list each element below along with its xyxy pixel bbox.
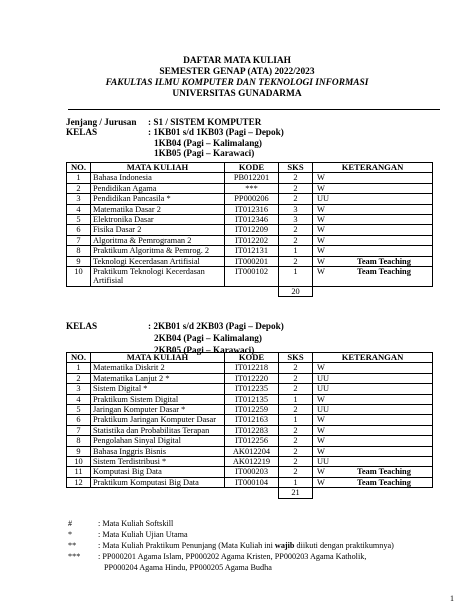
cell-kode: IT012316 bbox=[225, 204, 279, 214]
cell-kode: IT012256 bbox=[225, 436, 279, 446]
keterangan-code: W bbox=[317, 436, 325, 446]
cell-mata-kuliah: Pengolahan Sinyal Digital bbox=[91, 436, 225, 446]
cell-sks: 1 bbox=[279, 246, 313, 256]
cell-kode: PB012201 bbox=[225, 173, 279, 183]
keterangan-code: W bbox=[317, 225, 325, 235]
cell-sks: 2 bbox=[279, 194, 313, 204]
cell-kode: IT000201 bbox=[225, 256, 279, 266]
keterangan-code: UU bbox=[317, 405, 330, 415]
table-row bbox=[67, 384, 433, 394]
keterangan-code: W bbox=[317, 467, 325, 477]
keterangan-code: W bbox=[317, 363, 325, 373]
keterangan-code: W bbox=[317, 256, 325, 266]
blank-cell bbox=[313, 488, 433, 498]
total-sks: 21 bbox=[279, 488, 313, 498]
keterangan-code: W bbox=[317, 415, 325, 425]
cell-no: 2 bbox=[67, 183, 91, 193]
cell-keterangan bbox=[313, 194, 433, 204]
cell-mata-kuliah: Sistem Terdistribusi * bbox=[91, 457, 225, 467]
jenjang-value: : S1 / SISTEM KOMPUTER bbox=[148, 117, 262, 127]
doc-title: DAFTAR MATA KULIAH bbox=[183, 56, 291, 66]
blank-cell bbox=[313, 286, 433, 296]
kelas-line-1-1: : 1KB01 s/d 1KB03 (Pagi – Depok) bbox=[148, 127, 284, 138]
table-row bbox=[67, 457, 433, 467]
cell-sks: 2 bbox=[279, 446, 313, 456]
cell-keterangan bbox=[313, 415, 433, 425]
cell-keterangan bbox=[313, 246, 433, 256]
cell-no: 5 bbox=[67, 405, 91, 415]
blank-cell bbox=[91, 488, 225, 498]
keterangan-code: W bbox=[317, 394, 325, 404]
blank-cell bbox=[67, 488, 91, 498]
keterangan-code: UU bbox=[317, 457, 330, 467]
kelas-line-1-2: 1KB04 (Pagi – Kalimalang) bbox=[154, 137, 262, 148]
note-symbol: * bbox=[68, 530, 73, 539]
col-mata-kuliah: MATA KULIAH bbox=[91, 163, 225, 173]
cell-kode: PP000206 bbox=[225, 194, 279, 204]
note-text: : Mata Kuliah Ujian Utama bbox=[98, 530, 188, 539]
cell-no: 1 bbox=[67, 173, 91, 183]
cell-keterangan bbox=[313, 457, 433, 467]
cell-keterangan bbox=[313, 267, 433, 287]
cell-kode: IT012135 bbox=[225, 394, 279, 404]
cell-kode: IT012220 bbox=[225, 373, 279, 383]
col-no: NO. bbox=[67, 353, 91, 363]
keterangan-code: W bbox=[317, 267, 325, 277]
doc-semester: SEMESTER GENAP (ATA) 2022/2023 bbox=[159, 67, 315, 77]
cell-sks: 2 bbox=[279, 225, 313, 235]
cell-sks: 2 bbox=[279, 405, 313, 415]
keterangan-code: W bbox=[317, 183, 325, 193]
cell-keterangan bbox=[313, 204, 433, 214]
table-row bbox=[67, 363, 433, 373]
cell-keterangan bbox=[313, 446, 433, 456]
cell-mata-kuliah: Bahasa Indonesia bbox=[91, 173, 225, 183]
keterangan-code: W bbox=[317, 425, 325, 435]
cell-mata-kuliah: Praktikum Sistem Digital bbox=[91, 394, 225, 404]
cell-kode: AK012219 bbox=[225, 457, 279, 467]
keterangan-code: W bbox=[317, 235, 325, 245]
col-keterangan: KETERANGAN bbox=[313, 163, 433, 173]
page-number: 1 bbox=[450, 594, 454, 603]
cell-kode: IT012259 bbox=[225, 405, 279, 415]
cell-mata-kuliah: Pendidikan Agama bbox=[91, 183, 225, 193]
cell-keterangan bbox=[313, 183, 433, 193]
cell-keterangan bbox=[313, 225, 433, 235]
cell-no: 9 bbox=[67, 446, 91, 456]
cell-mata-kuliah: Bahasa Inggris Bisnis bbox=[91, 446, 225, 456]
note-text-pre: : Mata Kuliah Praktikum Penunjang (Mata Kuliah ini bbox=[98, 541, 275, 550]
blank-cell bbox=[225, 286, 279, 296]
cell-kode: IT012218 bbox=[225, 363, 279, 373]
note-text-post: diikuti dengan praktikumnya) bbox=[294, 541, 394, 550]
cell-mata-kuliah: Matematika Dasar 2 bbox=[91, 204, 225, 214]
cell-no: 4 bbox=[67, 204, 91, 214]
cell-kode: AK012204 bbox=[225, 446, 279, 456]
note-symbol: # bbox=[68, 519, 73, 528]
cell-kode: IT012163 bbox=[225, 415, 279, 425]
doc-faculty: FAKULTAS ILMU KOMPUTER DAN TEKNOLOGI INFORMASI bbox=[105, 78, 369, 88]
kelas-label-2: KELAS bbox=[66, 321, 98, 331]
note-text: PP000204 Agama Hindu, PP000205 Agama Budha bbox=[104, 563, 272, 572]
kelas-label-1: KELAS bbox=[66, 127, 98, 138]
table-row bbox=[67, 405, 433, 415]
table-row bbox=[67, 256, 433, 266]
cell-sks: 3 bbox=[279, 215, 313, 225]
cell-mata-kuliah: Fisika Dasar 2 bbox=[91, 225, 225, 235]
cell-no: 10 bbox=[67, 457, 91, 467]
table-row bbox=[67, 425, 433, 435]
cell-keterangan bbox=[313, 384, 433, 394]
cell-no: 1 bbox=[67, 363, 91, 373]
col-sks: SKS bbox=[279, 353, 313, 363]
cell-sks: 1 bbox=[279, 477, 313, 487]
cell-no: 3 bbox=[67, 384, 91, 394]
cell-mata-kuliah: Praktikum Algoritma & Pemrog. 2 bbox=[91, 246, 225, 256]
cell-keterangan bbox=[313, 173, 433, 183]
cell-mata-kuliah: Statistika dan Probabilitas Terapan bbox=[91, 425, 225, 435]
table-header-row bbox=[67, 163, 433, 173]
keterangan-code: UU bbox=[317, 194, 330, 204]
cell-sks: 2 bbox=[279, 256, 313, 266]
cell-keterangan bbox=[313, 477, 433, 487]
table-row bbox=[67, 373, 433, 383]
cell-no: 2 bbox=[67, 373, 91, 383]
table-row bbox=[67, 267, 433, 287]
note-text: : PP000201 Agama Islam, PP000202 Agama Kristen, PP000203 Agama Katholik, bbox=[98, 552, 367, 561]
cell-sks: 1 bbox=[279, 267, 313, 287]
cell-no: 5 bbox=[67, 215, 91, 225]
table-row bbox=[67, 173, 433, 183]
cell-no: 6 bbox=[67, 225, 91, 235]
cell-keterangan bbox=[313, 405, 433, 415]
document-header bbox=[0, 56, 474, 100]
cell-no: 7 bbox=[67, 235, 91, 245]
blank-cell bbox=[67, 286, 91, 296]
cell-no: 10 bbox=[67, 267, 91, 287]
total-row bbox=[67, 286, 433, 296]
table-row bbox=[67, 415, 433, 425]
cell-mata-kuliah: Jaringan Komputer Dasar * bbox=[91, 405, 225, 415]
table-row bbox=[67, 477, 433, 487]
cell-sks: 2 bbox=[279, 467, 313, 477]
cell-kode: IT012283 bbox=[225, 425, 279, 435]
table-row bbox=[67, 394, 433, 404]
cell-keterangan bbox=[313, 215, 433, 225]
cell-sks: 2 bbox=[279, 183, 313, 193]
jenjang-label: Jenjang / Jurusan bbox=[66, 117, 137, 127]
cell-kode: *** bbox=[225, 183, 279, 193]
cell-sks: 2 bbox=[279, 373, 313, 383]
cell-sks: 1 bbox=[279, 394, 313, 404]
cell-no: 9 bbox=[67, 256, 91, 266]
team-teaching-label: Team Teaching bbox=[357, 477, 411, 487]
cell-kode: IT000102 bbox=[225, 267, 279, 287]
course-table-2 bbox=[66, 352, 433, 499]
table-row bbox=[67, 235, 433, 245]
cell-kode: IT012202 bbox=[225, 235, 279, 245]
team-teaching-label: Team Teaching bbox=[357, 267, 411, 277]
cell-sks: 2 bbox=[279, 457, 313, 467]
table-row bbox=[67, 194, 433, 204]
cell-mata-kuliah: Sistem Digital * bbox=[91, 384, 225, 394]
table-row bbox=[67, 204, 433, 214]
note-text bbox=[98, 540, 394, 551]
keterangan-code: W bbox=[317, 246, 325, 256]
table-row bbox=[67, 225, 433, 235]
cell-mata-kuliah: Praktikum Jaringan Komputer Dasar bbox=[91, 415, 225, 425]
cell-sks: 2 bbox=[279, 384, 313, 394]
cell-keterangan bbox=[313, 363, 433, 373]
col-kode: KODE bbox=[225, 163, 279, 173]
doc-university: UNIVERSITAS GUNADARMA bbox=[172, 89, 302, 99]
table-row bbox=[67, 215, 433, 225]
table-row bbox=[67, 467, 433, 477]
cell-kode: IT012209 bbox=[225, 225, 279, 235]
table-header-row bbox=[67, 353, 433, 363]
cell-no: 7 bbox=[67, 425, 91, 435]
cell-mata-kuliah: Komputasi Big Data bbox=[91, 467, 225, 477]
col-keterangan: KETERANGAN bbox=[313, 353, 433, 363]
keterangan-code: W bbox=[317, 173, 325, 183]
cell-keterangan bbox=[313, 436, 433, 446]
keterangan-code: W bbox=[317, 204, 325, 214]
blank-cell bbox=[91, 286, 225, 296]
table-row bbox=[67, 183, 433, 193]
kelas-line-2-1: : 2KB01 s/d 2KB03 (Pagi – Depok) bbox=[148, 321, 284, 331]
cell-kode: IT000104 bbox=[225, 477, 279, 487]
cell-keterangan bbox=[313, 425, 433, 435]
kelas-line-2-2: 2KB04 (Pagi – Kalimalang) bbox=[154, 333, 262, 343]
team-teaching-label: Team Teaching bbox=[357, 467, 411, 477]
keterangan-code: W bbox=[317, 215, 325, 225]
team-teaching-label: Team Teaching bbox=[357, 256, 411, 266]
cell-kode: IT012346 bbox=[225, 215, 279, 225]
cell-mata-kuliah: Praktikum Teknologi Kecerdasan Artifisial bbox=[91, 267, 225, 287]
cell-no: 8 bbox=[67, 436, 91, 446]
cell-keterangan bbox=[313, 373, 433, 383]
keterangan-code: W bbox=[317, 446, 325, 456]
note-symbol: *** bbox=[68, 552, 81, 561]
cell-sks: 2 bbox=[279, 173, 313, 183]
course-table-1 bbox=[66, 162, 433, 297]
cell-sks: 1 bbox=[279, 415, 313, 425]
kelas-line-2-3: 2KB05 (Pagi – Karawaci) bbox=[154, 345, 255, 355]
note-text-bold: wajib bbox=[274, 541, 295, 550]
cell-sks: 2 bbox=[279, 425, 313, 435]
keterangan-code: W bbox=[317, 477, 325, 487]
kelas-line-1-3: 1KB05 (Pagi – Karawaci) bbox=[154, 147, 255, 158]
header-divider bbox=[68, 109, 440, 110]
cell-no: 8 bbox=[67, 246, 91, 256]
note-symbol: ** bbox=[68, 541, 77, 550]
cell-mata-kuliah: Praktikum Komputasi Big Data bbox=[91, 477, 225, 487]
note-text: : Mata Kuliah Softskill bbox=[98, 519, 174, 528]
cell-keterangan bbox=[313, 235, 433, 245]
cell-sks: 2 bbox=[279, 363, 313, 373]
cell-mata-kuliah: Algoritma & Pemrograman 2 bbox=[91, 235, 225, 245]
cell-keterangan bbox=[313, 394, 433, 404]
table-row bbox=[67, 446, 433, 456]
cell-keterangan bbox=[313, 467, 433, 477]
cell-sks: 2 bbox=[279, 436, 313, 446]
cell-mata-kuliah: Matematika Diskrit 2 bbox=[91, 363, 225, 373]
col-kode: KODE bbox=[225, 353, 279, 363]
cell-no: 11 bbox=[67, 467, 91, 477]
cell-mata-kuliah: Pendidikan Pancasila * bbox=[91, 194, 225, 204]
cell-mata-kuliah: Elektronika Dasar bbox=[91, 215, 225, 225]
cell-no: 12 bbox=[67, 477, 91, 487]
col-sks: SKS bbox=[279, 163, 313, 173]
cell-mata-kuliah: Teknologi Kecerdasan Artifisial bbox=[91, 256, 225, 266]
table-row bbox=[67, 246, 433, 256]
cell-kode: IT012131 bbox=[225, 246, 279, 256]
total-sks: 20 bbox=[279, 286, 313, 296]
col-mata-kuliah: MATA KULIAH bbox=[91, 353, 225, 363]
keterangan-code: UU bbox=[317, 373, 330, 383]
blank-cell bbox=[225, 488, 279, 498]
cell-no: 3 bbox=[67, 194, 91, 204]
keterangan-code: UU bbox=[317, 384, 330, 394]
cell-kode: IT012235 bbox=[225, 384, 279, 394]
table-row bbox=[67, 436, 433, 446]
cell-no: 4 bbox=[67, 394, 91, 404]
col-no: NO. bbox=[67, 163, 91, 173]
cell-sks: 3 bbox=[279, 204, 313, 214]
total-row bbox=[67, 488, 433, 498]
cell-kode: IT000203 bbox=[225, 467, 279, 477]
cell-no: 6 bbox=[67, 415, 91, 425]
cell-sks: 2 bbox=[279, 235, 313, 245]
cell-mata-kuliah: Matematika Lanjut 2 * bbox=[91, 373, 225, 383]
cell-keterangan bbox=[313, 256, 433, 266]
